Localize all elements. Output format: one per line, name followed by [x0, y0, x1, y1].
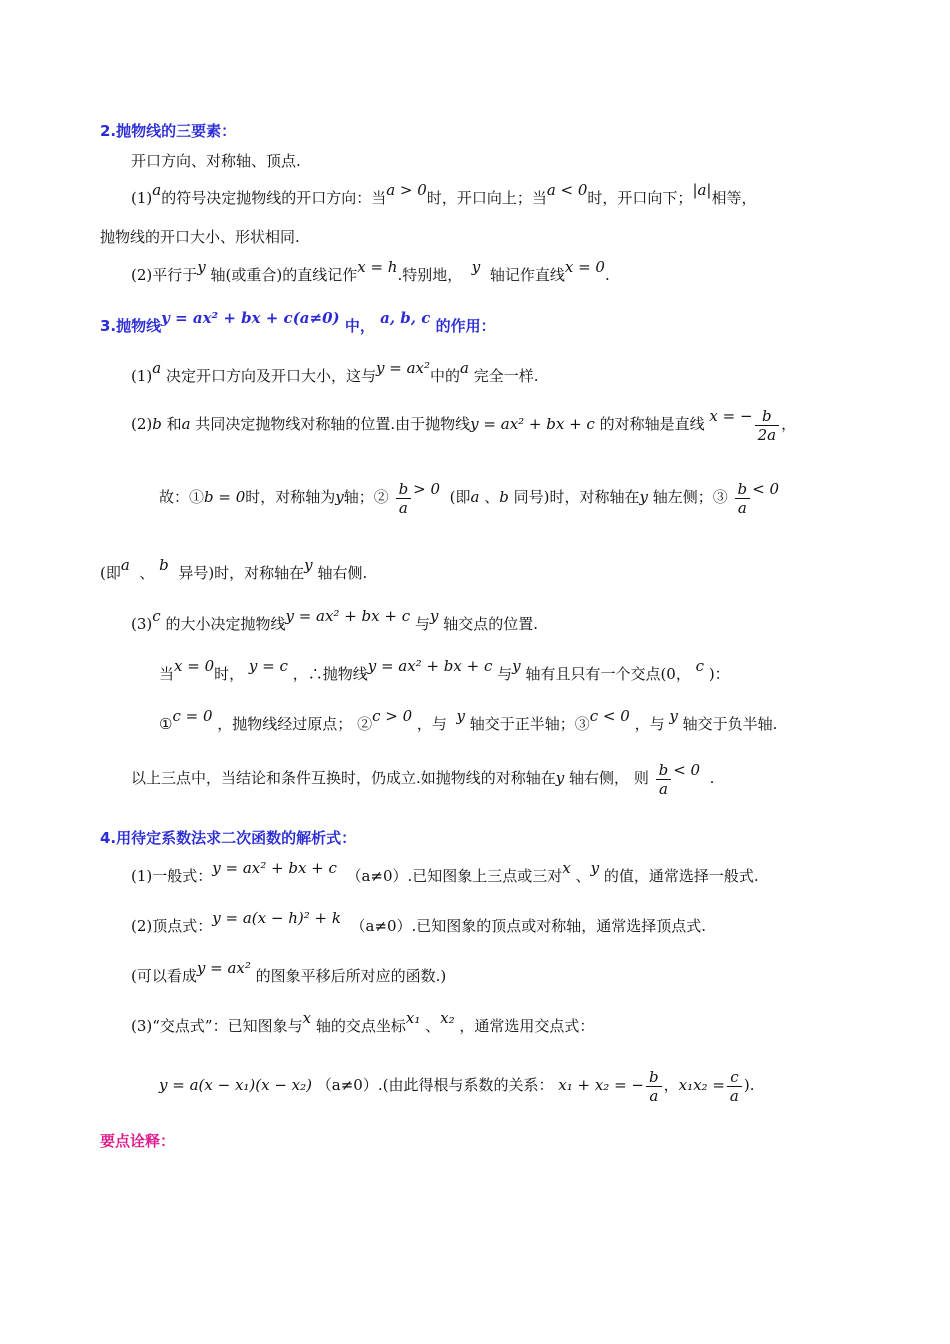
- section-3-para-1: (1)a 决定开口方向及开口大小，这与y = ax²中的a 完全一样.: [131, 359, 539, 385]
- section-2-intro: 开口方向、对称轴、顶点.: [131, 152, 301, 170]
- section-3-para-5: (3)c 的大小决定抛物线y = ax² + bx + c 与y 轴交点的位置.: [131, 607, 538, 633]
- section-4-para-3: (可以看成y = ax² 的图象平移后所对应的函数.): [131, 959, 447, 985]
- section-4-para-5: y = a(x − x₁)(x − x₂) （a≠0）.(由此得根与系数的关系： x₁ + x₂ = − $\frac{b}{a}$ ，x₁x₂ = $\frac{c}{a}$ ).: [159, 1067, 755, 1105]
- section-3-para-4: (即a 、 b 异号)时，对称轴在y 轴右侧.: [100, 556, 368, 582]
- section-2-para-2: (2)平行于y 轴(或重合)的直线记作x = h.特别地， y 轴记作直线x = 0.: [131, 258, 610, 284]
- section-3-para-8: 以上三点中，当结论和条件互换时，仍成立.如抛物线的对称轴在y 轴右侧， 则 $\frac{b}{a}$ < 0 .: [131, 760, 715, 798]
- section-3-title: 3.抛物线y = ax² + bx + c(a≠0) 中， a, b, c 的作用：: [100, 309, 496, 335]
- section-2-title: 2.抛物线的三要素：: [100, 122, 237, 140]
- fraction-b-over-a-3: $\frac{b}{a}$: [656, 761, 672, 798]
- section-2-para-1: (1)a的符号决定抛物线的开口方向：当a > 0时，开口向上；当a < 0时，开口向下；|a|相等，: [131, 181, 757, 207]
- fraction-b-over-a: $\frac{b}{a}$: [396, 480, 412, 517]
- fraction-b-over-a-2: $\frac{b}{a}$: [735, 480, 751, 517]
- section-4-title: 4.用待定系数法求二次函数的解析式：: [100, 829, 357, 847]
- section-4-para-4: (3)“交点式”：已知图象与x 轴的交点坐标x₁ 、x₂ ，通常选用交点式：: [131, 1009, 595, 1035]
- section-3-para-3: 故：①b = 0时，对称轴为y轴；② $\frac{b}{a}$ > 0 (即a 、b 同号)时，对称轴在y 轴左侧；③ $\frac{b}{a}$ < 0: [159, 479, 780, 517]
- section-3-para-7: ①c = 0 ，抛物线经过原点； ②c > 0 ，与 y 轴交于正半轴；③c < 0 ，与 y 轴交于负半轴.: [159, 707, 778, 733]
- section-2-para-1-cont: 抛物线的开口大小、形状相同.: [100, 228, 300, 246]
- fraction-neg-b-over-2a: $\frac{b}{2a}$: [755, 407, 780, 444]
- fraction-c-over-a: $\frac{c}{a}$: [727, 1068, 742, 1105]
- section-3-para-2: (2)b 和a 共同决定抛物线对称轴的位置.由于抛物线y = ax² + bx + c 的对称轴是直线 x = − $\frac{b}{2a}$ ，: [131, 406, 797, 444]
- section-4-para-2: (2)顶点式：y = a(x − h)² + k （a≠0）.已知图象的顶点或对称轴，通常选择顶点式.: [131, 909, 707, 935]
- section-3-para-6: 当x = 0时， y = c ，∴抛物线y = ax² + bx + c 与y 轴有且只有一个交点(0， c )：: [159, 657, 730, 683]
- fraction-b-over-a-4: $\frac{b}{a}$: [646, 1068, 662, 1105]
- key-points-title: 要点诠释：: [100, 1132, 176, 1150]
- section-4-para-1: (1)一般式：y = ax² + bx + c （a≠0）.已知图象上三点或三对x 、y 的值，通常选择一般式.: [131, 859, 759, 885]
